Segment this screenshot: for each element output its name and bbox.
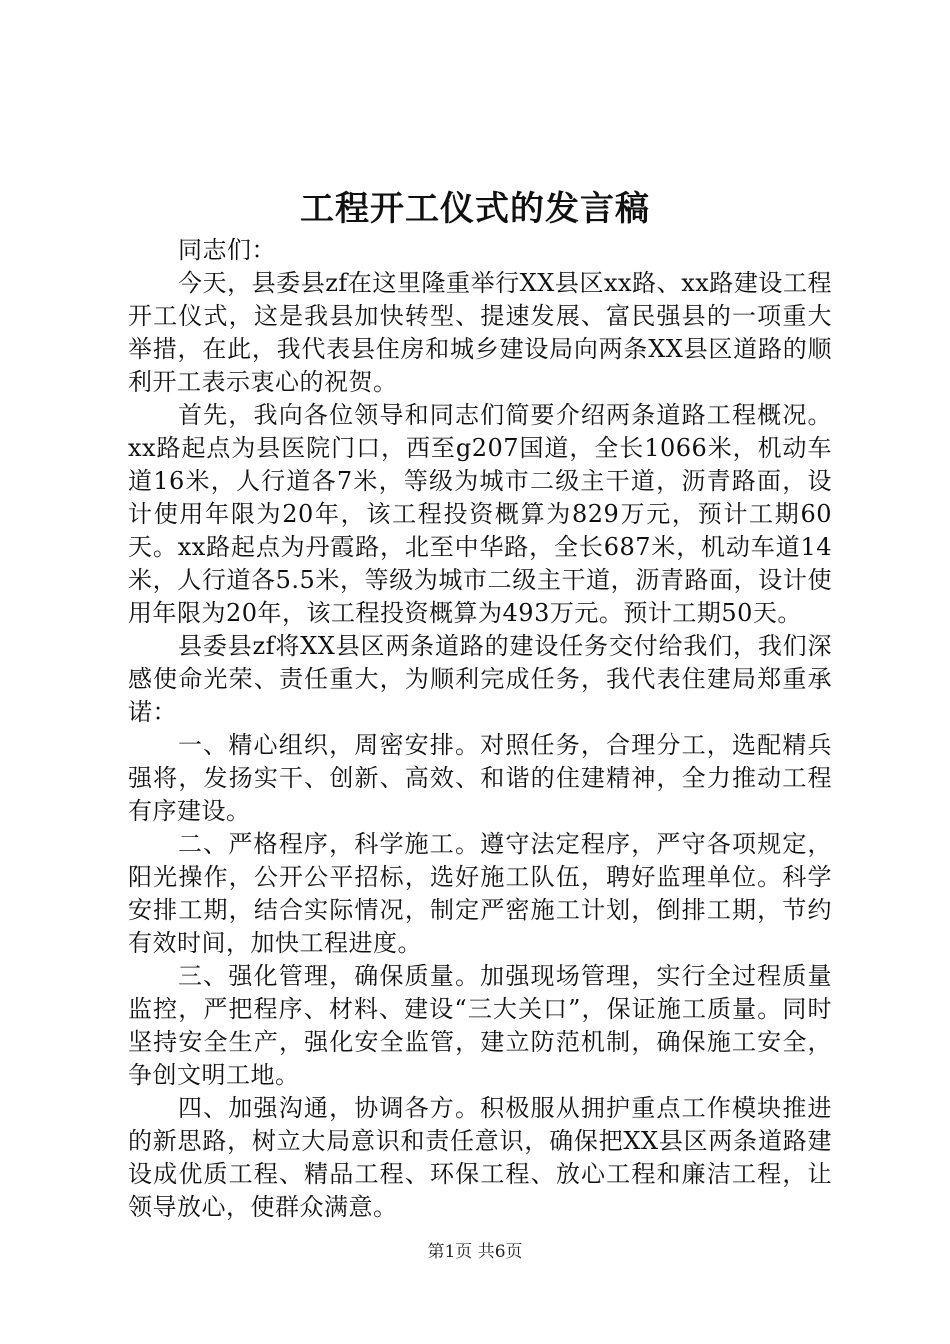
commitment-two-paragraph: 二、严格程序，科学施工。遵守法定程序，严守各项规定，阳光操作，公开公平招标，选好施工队伍，聘好监理单位。科学安排工期，结合实际情况，制定严密施工计划，倒排工期，节约有效时间，加快工程进度。 <box>128 830 832 957</box>
commitment-one-paragraph: 一、精心组织，周密安排。对照任务，合理分工，选配精兵强将，发扬实干、创新、高效、和谐的住建精神，全力推动工程有序建设。 <box>128 731 832 825</box>
commitment-intro-paragraph: 县委县zf将XX县区两条道路的建设任务交付给我们，我们深感使命光荣、责任重大，为顺利完成任务，我代表住建局郑重承诺： <box>128 632 832 726</box>
opening-paragraph: 今天，县委县zf在这里隆重举行XX县区xx路、xx路建设工程开工仪式，这是我县加快转型、提速发展、富民强县的一项重大举措，在此，我代表县住房和城乡建设局向两条XX县区道路的顺利开工表示衷心的祝贺。 <box>128 269 832 396</box>
commitment-three-paragraph: 三、强化管理，确保质量。加强现场管理，实行全过程质量监控，严把程序、材料、建设“三大关口”，保证施工质量。同时坚持安全生产，强化安全监管，建立防范机制，确保施工安全，争创文明工地。 <box>128 962 832 1089</box>
greeting-paragraph: 同志们： <box>178 236 276 264</box>
project-overview-paragraph: 首先，我向各位领导和同志们简要介绍两条道路工程概况。xx路起点为县医院门口，西至g207国道，全长1066米，机动车道16米，人行道各7米，等级为城市二级主干道，沥青路面，设计使用年限为20年，该工程投资概算为829万元，预计工期60天。xx路起点为丹霞路，北至中华路，全长687米，机动车道14米，人行道各5.5米，等级为城市二级主干道，沥青路面，设计使用年限为20年，该工程投资概算为493万元。预计工期50天。 <box>128 401 832 627</box>
document-body <box>128 234 832 1224</box>
document-title: 工程开工仪式的发言稿 <box>300 189 650 229</box>
page-number-footer: 第1页 共6页 <box>427 1242 523 1262</box>
commitment-four-paragraph: 四、加强沟通，协调各方。积极服从拥护重点工作模块推进的新思路，树立大局意识和责任意识，确保把XX县区两条道路建设成优质工程、精品工程、环保工程、放心工程和廉洁工程，让领导放心，使群众满意。 <box>128 1094 832 1221</box>
